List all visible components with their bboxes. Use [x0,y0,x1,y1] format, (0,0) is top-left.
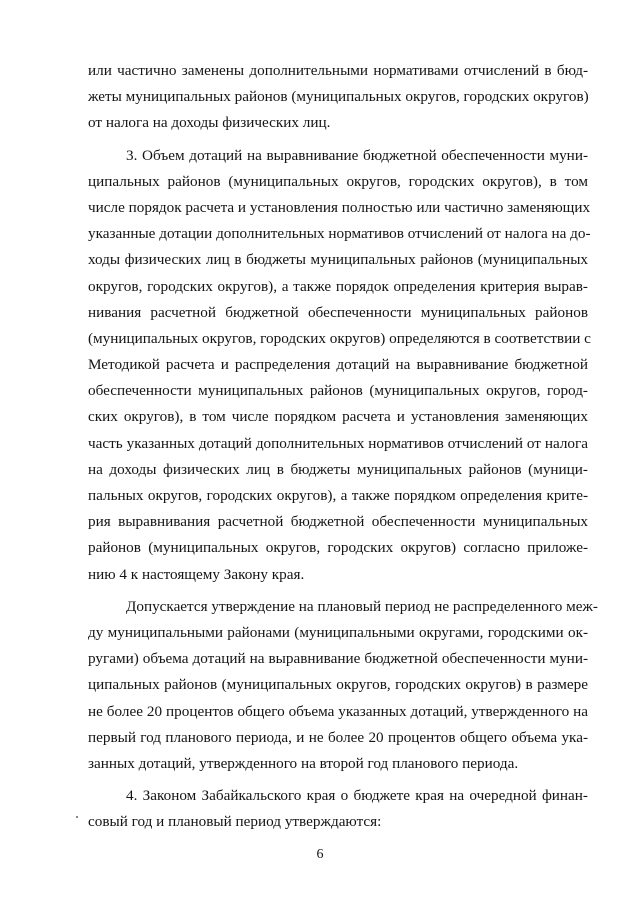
text-line: ду муниципальными районами (муниципальными округами, городскими ок- [88,623,588,641]
text-line: округов, городских округов), а также порядок определения критерия вырав- [88,277,588,295]
text-line: или частично заменены дополнительными нормативами отчислений в бюд- [88,62,588,79]
text-line: не более 20 процентов общего объема указанных дотаций, утвержденного на [88,702,588,720]
text-line: (муниципальных округов, городских округов) определяются в соответствии с [88,329,591,347]
text-line: нию 4 к настоящему Закону края. [88,565,305,583]
text-line: числе порядок расчета и установления полностью или частично заменяющих [88,198,591,216]
text-line: занных дотаций, утвержденного на второй год планового периода. [88,754,519,772]
text-line: районов (муниципальных округов, городских округов) согласно приложе- [88,539,588,557]
text-line: ципальных районов (муниципальных округов, городских округов) в размере [88,676,588,694]
paragraph-item-3 [88,143,591,588]
text-line: рия выравнивания расчетной бюджетной обеспеченности муниципальных [88,513,588,531]
text-line: ских округов), в том числе порядком расчета и установления заменяющих [88,408,588,426]
text-line: пальных округов, городских округов), а также порядком определения крите- [88,487,588,504]
text-line: Методикой расчета и распределения дотаций на выравнивание бюджетной [88,356,588,374]
text-line: ходы физических лиц в бюджеты муниципальных районов (муниципальных [88,251,588,269]
text-line: от налога на доходы физических лиц. [88,114,331,132]
text-line: 4. Законом Забайкальского края о бюджете края на очередной финан- [126,787,588,805]
document-body [88,58,598,841]
paragraph-item-4 [88,783,588,835]
text-line: совый год и плановый период утверждаются: [88,813,382,831]
text-line: на доходы физических лиц в бюджеты муниципальных районов (муници- [88,460,588,478]
page-number: 6 [316,847,324,862]
paragraph-allowance [88,594,598,777]
text-line: Допускается утверждение на плановый период не распределенного меж- [126,597,598,615]
text-line: первый год планового периода, и не более 20 процентов общего объема ука- [88,728,588,746]
scan-artifact [76,816,78,818]
text-line: нивания расчетной бюджетной обеспеченности муниципальных районов [88,303,588,321]
text-line: ципальных районов (муниципальных округов, городских округов), в том [88,172,588,190]
text-line: обеспеченности муниципальных районов (муниципальных округов, город- [88,382,588,400]
text-line: ругами) объема дотаций на выравнивание бюджетной обеспеченности муни- [88,650,588,668]
text-line: жеты муниципальных районов (муниципальных округов, городских округов) [88,88,589,106]
text-line: 3. Объем дотаций на выравнивание бюджетной обеспеченности муни- [126,146,588,164]
text-line: указанные дотации дополнительных нормативов отчислений от налога на до- [88,225,591,243]
text-line: часть указанных дотаций дополнительных нормативов отчислений от налога [88,434,588,452]
paragraph-continuation [88,58,588,137]
